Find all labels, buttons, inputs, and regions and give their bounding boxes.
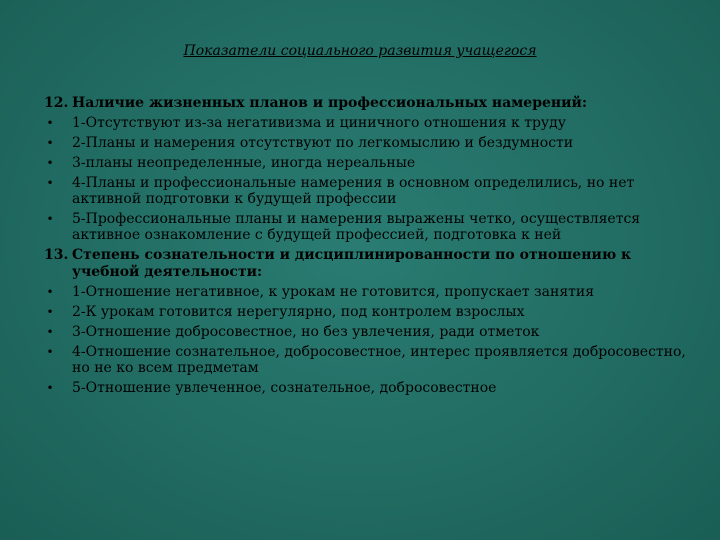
slide-content xyxy=(44,95,689,400)
bullet-icon: • xyxy=(46,325,54,339)
slide-title: Показатели социального развития учащегося xyxy=(183,43,537,59)
list-item xyxy=(44,155,689,171)
list-item-text: 2-К урокам готовится нерегулярно, под контролем взрослых xyxy=(72,304,525,320)
list-item xyxy=(44,115,689,131)
bullet-icon: • xyxy=(46,212,54,226)
bullet-icon: • xyxy=(46,116,54,130)
section-number: 13. xyxy=(44,247,69,263)
section-heading-text: Наличие жизненных планов и профессиональных намерений: xyxy=(72,95,588,111)
bullet-icon: • xyxy=(46,345,54,359)
list-item-text: 4-Отношение сознательное, добросовестное, интерес проявляется добросовестно, но не ко всем предметам xyxy=(72,344,686,376)
list-item xyxy=(44,211,689,243)
bullet-icon: • xyxy=(46,381,54,395)
list-item-text: 1-Отсутствуют из-за негативизма и циничного отношения к труду xyxy=(72,115,566,131)
list-item-text: 1-Отношение негативное, к урокам не готовится, пропускает занятия xyxy=(72,284,595,300)
list-item-text: 5-Отношение увлеченное, сознательное, добросовестное xyxy=(72,380,497,396)
list-item xyxy=(44,304,689,320)
bullet-icon: • xyxy=(46,305,54,319)
list-item xyxy=(44,380,689,396)
list-item-text: 2-Планы и намерения отсутствуют по легкомыслию и бездумности xyxy=(72,135,574,151)
bullet-icon: • xyxy=(46,285,54,299)
list-item xyxy=(44,344,689,376)
section-heading-12 xyxy=(44,95,689,112)
list-item xyxy=(44,324,689,340)
bullet-icon: • xyxy=(46,176,54,190)
section-heading-text: Степень сознательности и дисциплинированности по отношению к учебной деятельности: xyxy=(72,247,632,280)
list-item-text: 3-планы неопределенные, иногда нереальные xyxy=(72,155,416,171)
list-item-text: 4-Планы и профессиональные намерения в основном определились, но нет активной подготовки к будущей профессии xyxy=(72,175,635,207)
bullet-icon: • xyxy=(46,136,54,150)
bullet-icon: • xyxy=(46,156,54,170)
list-item xyxy=(44,284,689,300)
list-item xyxy=(44,135,689,151)
list-item-text: 5-Профессиональные планы и намерения выражены четко, осуществляется активное ознакомление с будущей профессией, подготовка к ней xyxy=(72,211,641,243)
section-number: 12. xyxy=(44,95,69,111)
section-heading-13 xyxy=(44,247,689,281)
list-item-text: 3-Отношение добросовестное, но без увлечения, ради отметок xyxy=(72,324,540,340)
list-item xyxy=(44,175,689,207)
